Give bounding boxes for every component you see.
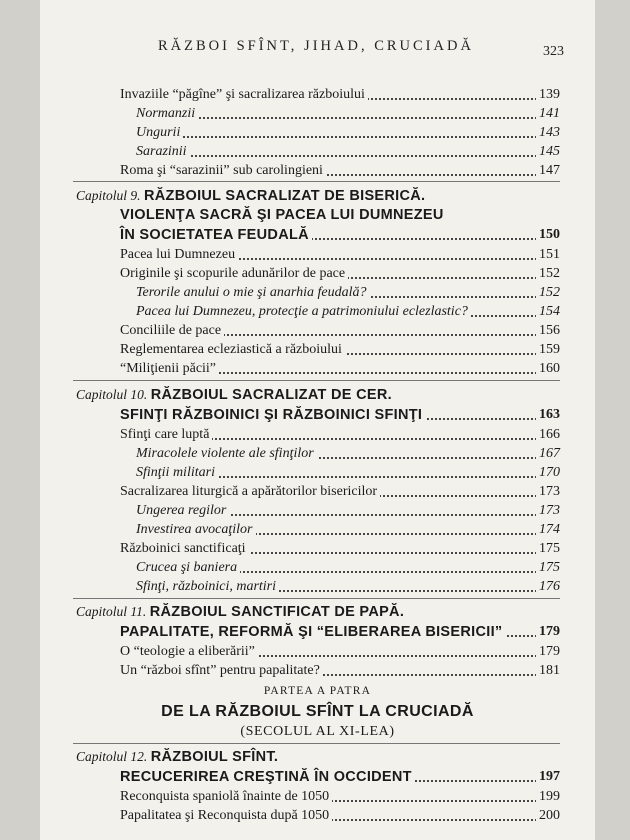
toc-entry[interactable]: SFINŢI RĂZBOINICI ŞI RĂZBOINICI SFINŢI 163 — [120, 407, 560, 423]
toc-entry[interactable]: Războinici sanctificaţi 175 — [120, 541, 560, 556]
toc-entry[interactable]: Sfinţii militari 170 — [136, 465, 560, 480]
toc-entry[interactable]: Un “război sfînt” pentru papalitate? 181 — [120, 663, 560, 678]
toc-entry[interactable]: Conciliile de pace 156 — [120, 323, 560, 338]
part-subtitle: (SECOLUL AL XI-LEA) — [240, 724, 395, 739]
toc-entry[interactable]: ÎN SOCIETATEA FEUDALĂ 150 — [120, 227, 560, 243]
toc-entry[interactable]: Sarazinii 145 — [136, 144, 560, 159]
toc-entry[interactable]: RECUCERIREA CREŞTINĂ ÎN OCCIDENT 197 — [120, 769, 560, 785]
toc-entry[interactable]: PAPALITATE, REFORMĂ ŞI “ELIBERAREA BISERICII” 179 — [120, 624, 560, 640]
running-head: RĂZBOI SFÎNT, JIHAD, CRUCIADĂ — [158, 38, 474, 54]
toc-entry[interactable]: Sfinţi, războinici, martiri 176 — [136, 579, 560, 594]
toc-entry[interactable]: Terorile anului o mie şi anarhia feudală? 152 — [136, 285, 560, 300]
page-number: 323 — [543, 44, 564, 59]
toc-entry[interactable]: Reconquista spaniolă înainte de 1050 199 — [120, 789, 560, 804]
chapter-heading[interactable]: Capitolul 12. RĂZBOIUL SFÎNT. — [40, 748, 560, 766]
divider — [73, 598, 560, 599]
toc-entry[interactable]: Sfinţi care luptă 166 — [120, 427, 560, 442]
chapter-heading[interactable]: Capitolul 9. RĂZBOIUL SACRALIZAT DE BISERICĂ. — [40, 187, 560, 205]
toc-entry[interactable]: Investirea avocaţilor 174 — [136, 522, 560, 537]
toc-entry[interactable]: Ungerea regilor 173 — [136, 503, 560, 518]
toc-entry[interactable]: Invaziile “păgîne” şi sacralizarea războiului 139 — [120, 87, 560, 102]
toc-entry[interactable]: Pacea lui Dumnezeu 151 — [120, 247, 560, 262]
divider — [73, 380, 560, 381]
toc-entry[interactable]: Crucea şi baniera 175 — [136, 560, 560, 575]
toc-entry[interactable]: Originile şi scopurile adunărilor de pace 152 — [120, 266, 560, 281]
divider — [73, 181, 560, 182]
toc-entry[interactable]: O “teologie a eliberării” 179 — [120, 644, 560, 659]
divider — [73, 743, 560, 744]
toc-entry[interactable]: Pacea lui Dumnezeu, protecţie a patrimoniului eclezlastic? 154 — [136, 304, 560, 319]
toc-entry[interactable]: Normanzii 141 — [136, 106, 560, 121]
toc-entry[interactable]: Ungurii 143 — [136, 125, 560, 140]
toc-entry[interactable]: Papalitatea şi Reconquista după 1050 200 — [120, 808, 560, 823]
chapter-heading[interactable]: Capitolul 11. RĂZBOIUL SANCTIFICAT DE PAPĂ. — [40, 603, 560, 621]
book-page — [40, 0, 595, 840]
part-title: DE LA RĂZBOIUL SFÎNT LA CRUCIADĂ — [161, 703, 474, 720]
toc-entry[interactable]: Roma şi “sarazinii” sub carolingieni 147 — [120, 163, 560, 178]
part-label: PARTEA A PATRA — [263, 685, 372, 697]
toc-entry[interactable]: Miracolele violente ale sfinţilor 167 — [136, 446, 560, 461]
toc-entry[interactable]: Sacralizarea liturgică a apărătorilor bisericilor 173 — [120, 484, 560, 499]
chapter-heading[interactable]: Capitolul 10. RĂZBOIUL SACRALIZAT DE CER. — [40, 386, 560, 404]
chapter-heading-line: VIOLENŢA SACRĂ ŞI PACEA LUI DUMNEZEU — [40, 206, 560, 224]
toc-entry[interactable]: Reglementarea ecleziastică a războiului 159 — [120, 342, 560, 357]
toc-entry[interactable]: “Miliţienii păcii” 160 — [120, 361, 560, 376]
